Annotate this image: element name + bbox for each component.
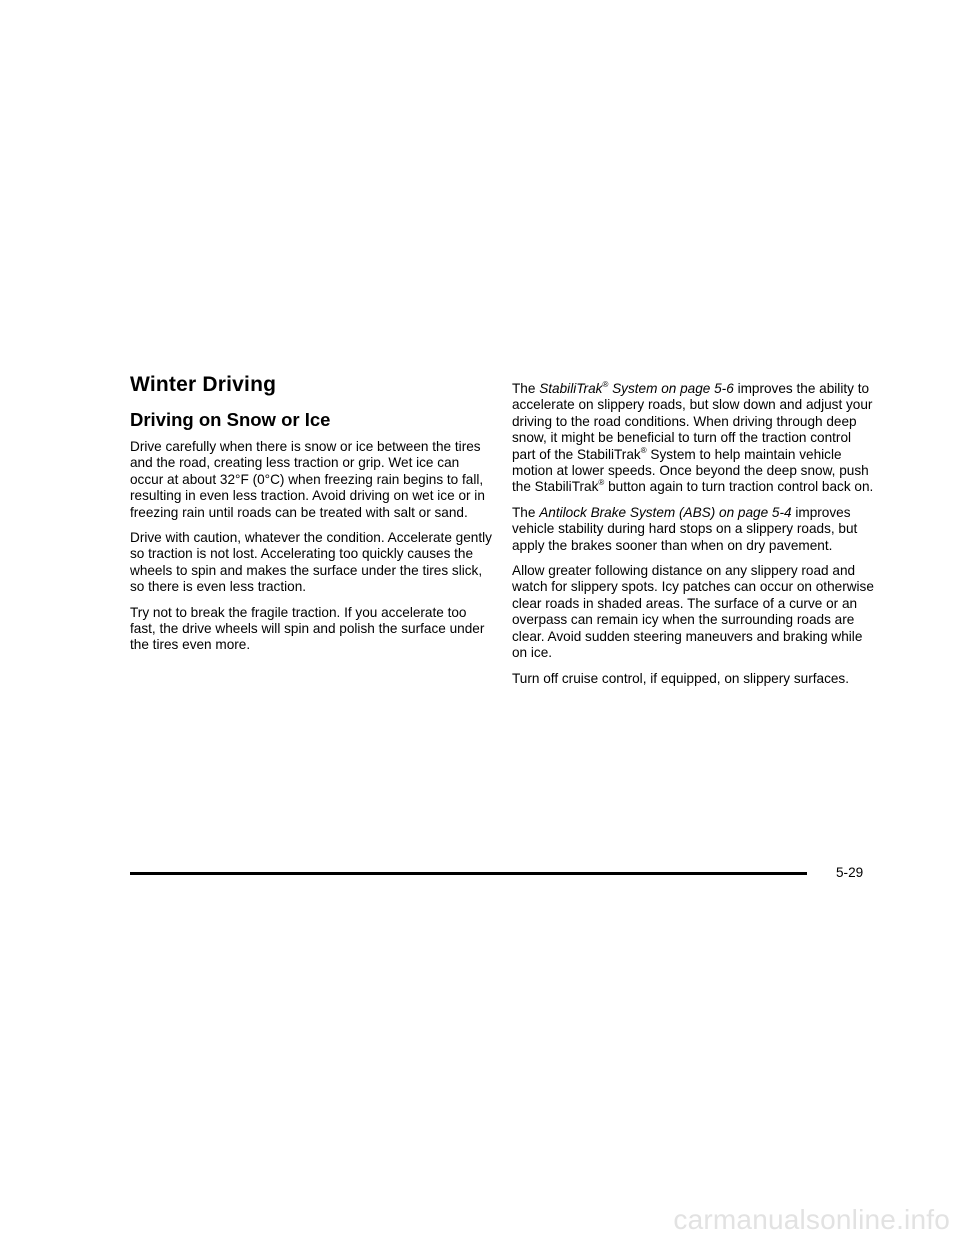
paragraph-text: improves the ability to accelerate on slippery roads, but slow down and adjust your driving to the road conditions. When driving through deep snow, it might be beneficial to turn off the traction control part of the StabiliTrak (512, 381, 873, 462)
right-column (512, 381, 876, 696)
paragraph-the-word: The (512, 504, 536, 520)
paragraph-following-distance: Allow greater following distance on any slippery road and watch for slippery spots. Icy patches can occur on otherwise clear roads in shaded areas. The surface of a curve or an overpass can remain icy when the surrounding roads are clear. Avoid sudden steering maneuvers and braking while on ice. (512, 563, 874, 661)
paragraph-the-word: The (512, 381, 536, 396)
paragraph-stabilitrak (512, 381, 876, 496)
registered-mark: ® (602, 380, 609, 389)
paragraph-text: System to help maintain vehicle motion at lower speeds. Once beyond the deep snow, push the StabiliTrak (512, 446, 869, 495)
registered-mark: ® (640, 445, 647, 455)
reference-name: StabiliTrak (539, 381, 603, 396)
left-column (130, 372, 494, 663)
stabilitrak-reference-link[interactable] (539, 381, 734, 396)
paragraph-snow-ice-intro: Drive carefully when there is snow or ice between the tires and the road, creating less traction or grip. Wet ice can occur at about 32°F (0°C) when freezing rain begins to fall, resulting in even less traction. Avoid driving on wet ice or in freezing rain until roads can be treated with salt or sand. (130, 439, 485, 520)
paragraph-abs (512, 505, 876, 554)
watermark: carmanualsonline.info (673, 1204, 950, 1235)
paragraph-fragile-traction: Try not to break the fragile traction. If you accelerate too fast, the drive wheels will spin and polish the surface under the tires even more. (130, 604, 485, 653)
page-number: 5-29 (836, 865, 864, 880)
registered-mark: ® (598, 478, 605, 488)
footer-rule (130, 872, 807, 875)
abs-reference-link[interactable]: Antilock Brake System (ABS) on page 5-4 (539, 504, 792, 520)
subsection-title: Driving on Snow or Ice (130, 409, 331, 430)
paragraph-text: improves vehicle stability during hard stops on a slippery roads, but apply the brakes sooner than when on dry pavement. (512, 504, 858, 553)
paragraph-drive-with-caution: Drive with caution, whatever the condition. Accelerate gently so traction is not lost. Accelerating too quickly causes the wheels to spin and makes the surface under the tires slick, so there is even less traction. (130, 530, 492, 595)
paragraph-cruise-control: Turn off cruise control, if equipped, on slippery surfaces. (512, 670, 849, 686)
paragraph-text: button again to turn traction control back on. (608, 479, 874, 495)
section-title: Winter Driving (130, 373, 277, 396)
reference-page: System on page 5-6 (612, 381, 734, 396)
